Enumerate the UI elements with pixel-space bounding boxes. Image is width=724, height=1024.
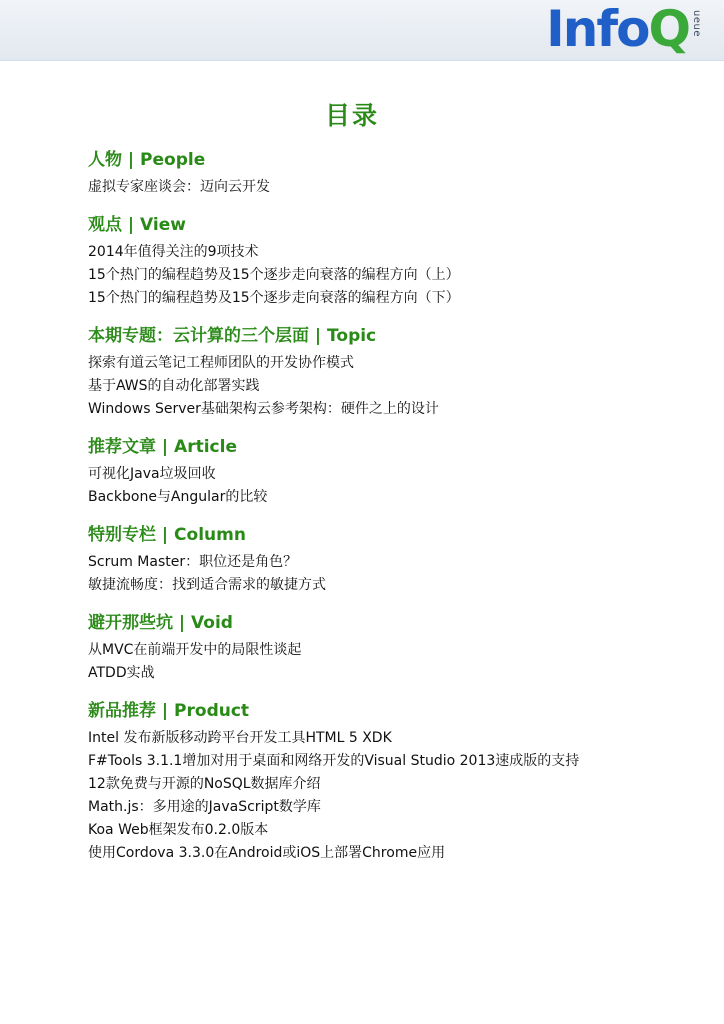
toc-entry-link[interactable]: Koa Web框架发布0.2.0版本 bbox=[88, 822, 269, 838]
entry-list bbox=[88, 551, 688, 597]
toc-entry-link[interactable]: 12款免费与开源的NoSQL数据库介绍 bbox=[88, 776, 321, 792]
toc-entry-link[interactable]: Scrum Master：职位还是角色？ bbox=[88, 554, 298, 570]
toc-section bbox=[88, 324, 688, 421]
entry-list bbox=[88, 639, 688, 685]
toc-entry-link[interactable]: 探索有道云笔记工程师团队的开发协作模式 bbox=[88, 355, 354, 371]
entry-list bbox=[88, 463, 688, 509]
logo-wordmark bbox=[546, 2, 689, 56]
section-heading: 避开那些坑 | Void bbox=[88, 613, 233, 633]
toc-section bbox=[88, 699, 688, 865]
section-heading: 新品推荐 | Product bbox=[88, 701, 250, 721]
entry-list bbox=[88, 241, 688, 310]
toc-entry-link[interactable]: Backbone与Angular的比较 bbox=[88, 489, 268, 505]
toc-entry-link[interactable]: F#Tools 3.1.1增加对用于桌面和网络开发的Visual Studio 2013速成版的支持 bbox=[88, 753, 580, 769]
table-of-contents bbox=[88, 148, 688, 879]
header-band bbox=[0, 0, 724, 61]
toc-entry-link[interactable]: 敏捷流畅度：找到适合需求的敏捷方式 bbox=[88, 577, 326, 593]
toc-section bbox=[88, 435, 688, 509]
section-heading: 特别专栏 | Column bbox=[88, 525, 246, 545]
toc-section bbox=[88, 611, 688, 685]
logo-q-text: Q bbox=[648, 0, 689, 58]
toc-section bbox=[88, 148, 688, 199]
section-heading: 本期专题：云计算的三个层面 | Topic bbox=[88, 326, 377, 346]
logo-subtext: ueue bbox=[691, 10, 702, 37]
toc-entry-link[interactable]: Math.js：多用途的JavaScript数学库 bbox=[88, 799, 321, 815]
section-heading: 人物 | People bbox=[88, 150, 206, 170]
section-heading: 推荐文章 | Article bbox=[88, 437, 237, 457]
toc-entry-link[interactable]: 15个热门的编程趋势及15个逐步走向衰落的编程方向（下） bbox=[88, 290, 460, 306]
toc-entry-link[interactable]: 从MVC在前端开发中的局限性谈起 bbox=[88, 642, 302, 658]
toc-entry-link[interactable]: 使用Cordova 3.3.0在Android或iOS上部署Chrome应用 bbox=[88, 845, 446, 861]
toc-entry-link[interactable]: Intel 发布新版移动跨平台开发工具HTML 5 XDK bbox=[88, 730, 392, 746]
page-title: 目录 bbox=[324, 101, 379, 130]
entry-list bbox=[88, 352, 688, 421]
entry-list bbox=[88, 727, 688, 865]
section-heading: 观点 | View bbox=[88, 215, 186, 235]
infoq-logo bbox=[546, 2, 702, 56]
entry-list bbox=[88, 176, 688, 199]
toc-entry-link[interactable]: 基于AWS的自动化部署实践 bbox=[88, 378, 260, 394]
toc-entry-link[interactable]: ATDD实战 bbox=[88, 665, 155, 681]
toc-entry-link[interactable]: 虚拟专家座谈会：迈向云开发 bbox=[88, 179, 270, 195]
toc-section bbox=[88, 523, 688, 597]
toc-entry-link[interactable]: 可视化Java垃圾回收 bbox=[88, 466, 216, 482]
toc-entry-link[interactable]: 2014年值得关注的9项技术 bbox=[88, 244, 259, 260]
logo-info-text: Info bbox=[546, 0, 649, 58]
toc-entry-link[interactable]: Windows Server基础架构云参考架构：硬件之上的设计 bbox=[88, 401, 439, 417]
toc-entry-link[interactable]: 15个热门的编程趋势及15个逐步走向衰落的编程方向（上） bbox=[88, 267, 460, 283]
toc-section bbox=[88, 213, 688, 310]
